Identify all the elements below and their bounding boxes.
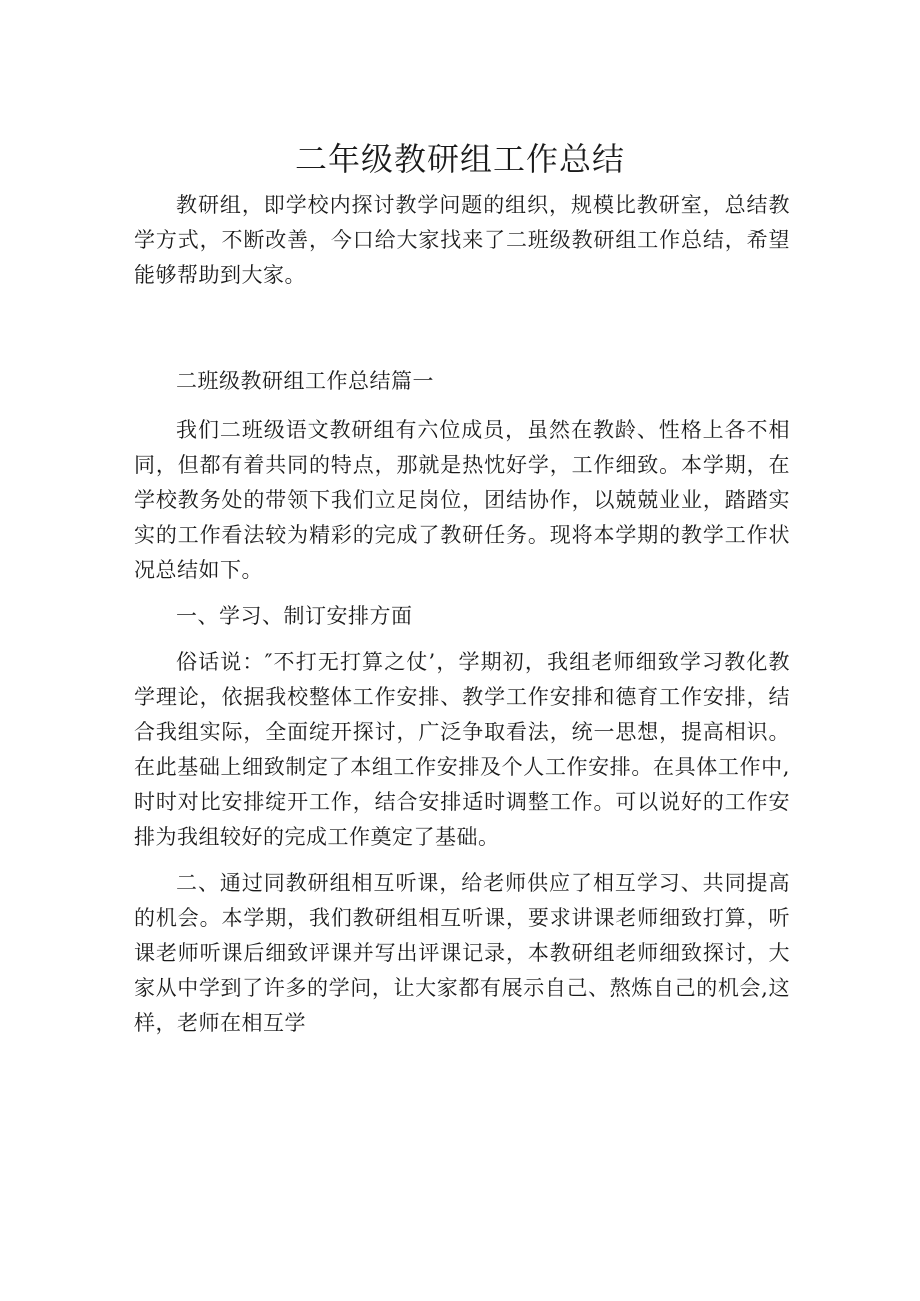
paragraph-lesson-observation: 二、通过同教研组相互听课，给老师供应了相互学习、共同提高的机会。本学期，我们教研组相互听课，要求讲课老师细致打算，听课老师听课后细致评课并写出评课记录，本教研组老师细致探讨，大家从中学到了许多的学问，让大家都有展示自己、熬炼自己的机会,这样，老师在相互学 [134, 871, 790, 1035]
paragraph-members: 我们二班级语文教研组有六位成员，虽然在教龄、性格上各不相同，但都有着共同的特点，那就是热忱好学，工作细致。本学期，在学校教务处的带领下我们立足岗位，团结协作，以兢兢业业，踏踏实实的工作看法较为精彩的完成了教研任务。现将本学期的教学工作状况总结如下。 [134, 418, 790, 582]
subheading-study-planning: 一、学习、制订安排方面 [176, 604, 413, 628]
paragraph-intro: 教研组，即学校内探讨教学问题的组织，规模比教研室，总结教学方式，不断改善，今口给大家找来了二班级教研组工作总结，希望能够帮助到大家。 [134, 193, 790, 287]
paragraph-planning: 俗话说：″不打无打算之仗’，学期初，我组老师细致学习教化教学理论，依据我校整体工作安排、教学工作安排和德育工作安排，结合我组实际，全面绽开探讨，广泛争取看法，统一思想，提高相识。在此基础上细致制定了本组工作安排及个人工作安排。在具体工作中,时时对比安排绽开工作，结合安排适时调整工作。可以说好的工作安排为我组较好的完成工作奠定了基础。 [134, 650, 790, 849]
document-title: 二年级教研组工作总结 [294, 140, 625, 178]
section-heading: 二班级教研组工作总结篇一 [176, 369, 434, 393]
document-body [134, 188, 790, 1041]
